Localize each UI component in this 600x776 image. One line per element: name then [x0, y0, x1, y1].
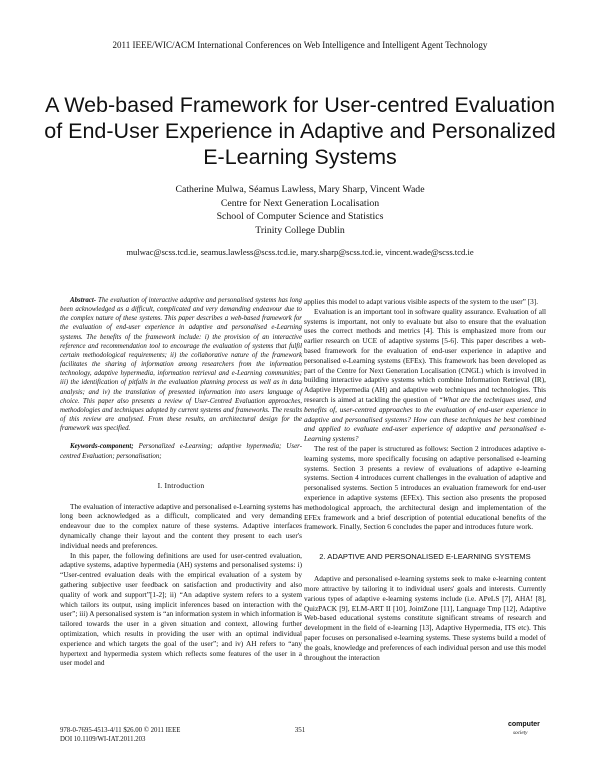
affiliation-line-1: Centre for Next Generation Localisation	[220, 197, 380, 209]
intro-paragraph-4: The rest of the paper is structured as follows: Section 2 introduces adaptive e-learning systems, more specifically focusing on adaptive personalised e-learning systems. Section 3 presents a review of evaluations of adaptive e-learning systems. Section 4 introduces current challenges in the evaluation of adaptive and personalised systems. Section 5 introduces an evaluation framework for end-user experience in adaptive systems (EFEx). This section also presents the proposed methodological approach, the architectural design and implementation of the EFEx framework and a brief description of potential educational benefits of the framework. Finally, Section 6 concludes the paper and introduces future work.	[304, 443, 546, 532]
computer-society-logo-subtext: society	[513, 730, 528, 736]
abstract-label: Abstract-	[70, 297, 97, 304]
author-emails: mulwac@scss.tcd.ie, seamus.lawless@scss.tcd.ie, mary.sharp@scss.tcd.ie, vincent.wade@scss.tcd.ie	[126, 247, 474, 257]
keywords	[60, 442, 302, 460]
keywords-label: Keywords-component;	[70, 443, 134, 451]
section-2-paragraph-1: Adaptive and personalised e-learning systems seek to make e-learning content more attractive by tailoring it to individual users' goals and interests. Currently various types of adaptive e-learning systems include (i.e. APeLS [7], AHA! [8], QuizPACK [9], ELM-ART II [10], JointZone [11], Language Tmp [12], Adaptive Web-based educational systems constitute significant streams of research and development in the field of e-learning [13], Adaptive Hypermedia, ITS etc). This paper focuses on personalised e-learning systems. These systems build a model of the goals, knowledge and preferences of each individual person and use this model throughout the interaction	[304, 574, 546, 662]
intro-paragraph-2-continued: applies this model to adapt various visible aspects of the system to the user” [3].	[304, 297, 539, 306]
section-2-heading: 2. ADAPTIVE AND PERSONALISED E-LEARNING SYSTEMS	[319, 552, 531, 562]
intro-paragraph-1: The evaluation of interactive adaptive and personalised e-Learning systems has long been acknowledged as a difficult, complicated and very demanding endeavour due to the complex nature of these systems. Adaptive interfaces dynamically change their layout and the content they present to each user's individual needs and preferences.	[60, 501, 302, 550]
section-1-heading: I. Introduction	[157, 480, 205, 490]
conference-header: 2011 IEEE/WIC/ACM International Conferences on Web Intelligence and Intelligent Agent Technology	[112, 40, 488, 50]
abstract-text: The evaluation of interactive adaptive and personalised systems has long been acknowledged as a difficult, complicated and very demanding endeavour due to the complex nature of these systems. This paper describes a web-based framework for the evaluation of end-user experience in adaptive and personalised e-Learning systems. The benefits of the framework include: i) the provision of an interactive reference and recommendation tool to encourage the evaluation of systems that fulfil certain methodological requirements; ii) the collaborative nature of the framework facilitates the sharing of information among researchers from the information technology, adaptive hypermedia, information retrieval and e-Learning communities; iii) the identification of pitfalls in the evaluation planning process as well as in data analysis; and iv) the translation of presented information into users language of choice. This paper also presents a review of User-Centred Evaluation approaches, methodologies and techniques adopted by current systems and frameworks. The results of this review are analysed. From these results, an architectural design for the framework was specified.	[60, 297, 302, 433]
computer-society-logo	[508, 721, 544, 743]
intro-paragraph-3	[304, 307, 546, 444]
affiliation-line-3: Trinity College Dublin	[255, 224, 345, 236]
right-column	[304, 297, 546, 662]
intro-paragraph-2: In this paper, the following definitions are used for user-centred evaluation, adaptive systems, adaptive hypermedia (AH) systems and personalised systems: i) “User-centred evaluation deals with the empirical evaluation of a system by gathering subjective user feedback on satisfaction and productivity and also quality of work and support”[1-2]; ii) “An adaptive system refers to a system which tailors its output, using implicit inferences based on interaction with the user”; iii) A personalised system is “an information system in which information is tailored towards the user in a given situation and context, allowing further optimization, which results in providing the user with an optimal individual experience and which targets the goal of the user”; and iv) AH refers to “any hypertext and hypermedia system which reflects some features of the user in a user model and	[60, 550, 302, 668]
page-number: 351	[294, 726, 306, 734]
footer-doi: DOI 10.1109/WI-IAT.2011.203	[60, 736, 146, 743]
abstract	[60, 296, 302, 433]
keywords-text: Personalized e-Learning; adaptive hypermedia; User-centred Evaluation; personalisation;	[60, 443, 302, 460]
research-question: “What are the techniques used, and benefits of, user-centred approaches to the evaluation of end-user experience in adaptive and personalised systems? How can these techniques be best combined and applied to evaluate end-user experience of adaptive and personalised e-Learning systems?	[304, 394, 546, 444]
footer-isbn: 978-0-7695-4513-4/11 $26.00 © 2011 IEEE	[60, 727, 181, 734]
left-column	[60, 296, 302, 668]
affiliation-line-2: School of Computer Science and Statistics	[216, 211, 384, 222]
author-block	[0, 183, 600, 237]
intro-paragraph-3-text: Evaluation is an important tool in software quality assurance. Evaluation of all systems is important, not only to evaluate but also to ensure that the evaluation uses the correct methods and metrics [4]. This is emphasized more from our earlier research on UCE of adaptive systems [5-6]. This paper describes a web-based framework for the evaluation of end-user experience in adaptive and personalised e-Learning systems (EFEx). This framework has been developed as part of the Centre for Next Generation Localisation (CNGL) which is involved in building interactive adaptive systems which combine Information Retrieval (IR), Adaptive Hypermedia (AH) and adaptive web techniques and technologies. This research is aimed at tackling the question of	[304, 306, 546, 404]
author-names: Catherine Mulwa, Séamus Lawless, Mary Sharp, Vincent Wade	[175, 184, 425, 195]
paper-title: A Web-based Framework for User-centred Evaluation of End-User Experience in Adaptive and Personalized E-Learning Systems	[44, 93, 556, 169]
computer-society-logo-text: computer	[508, 721, 540, 728]
